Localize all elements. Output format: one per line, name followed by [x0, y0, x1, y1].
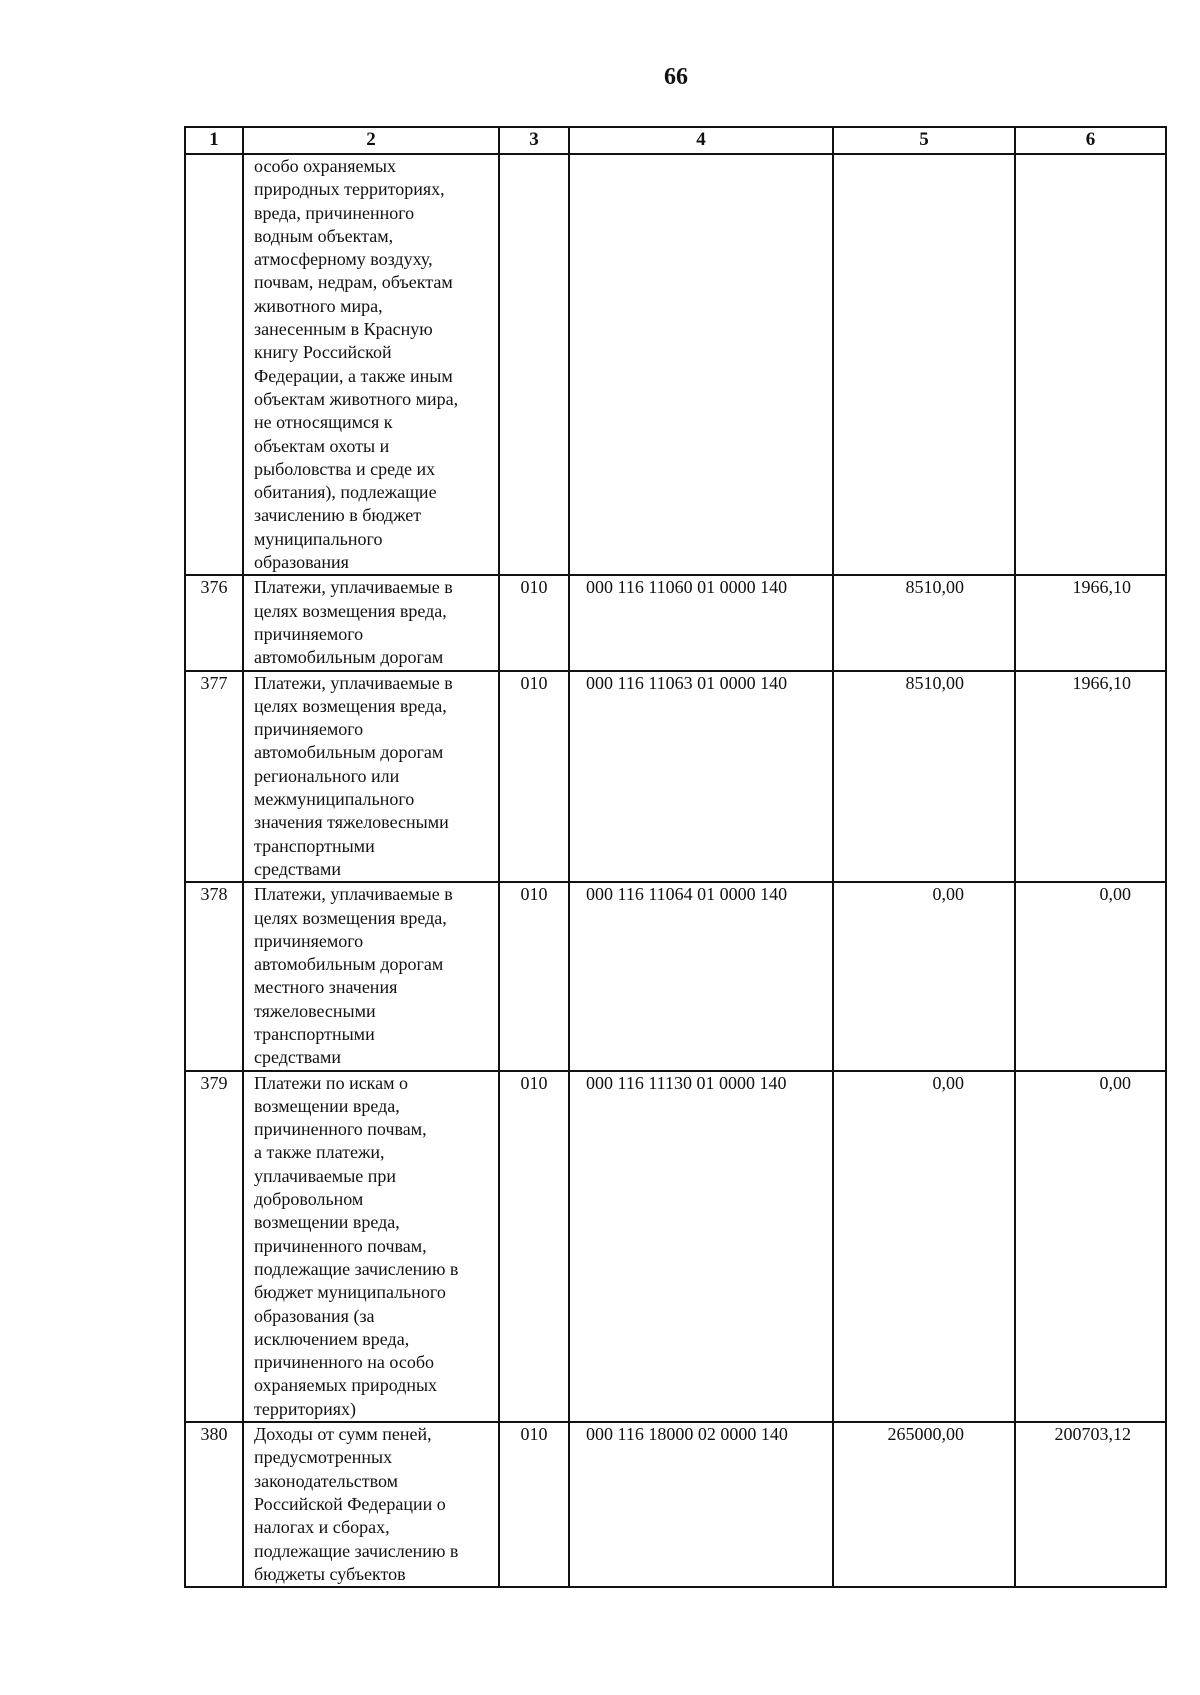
row-value-5: 8510,00 [833, 575, 1015, 670]
column-header-1: 1 [185, 127, 243, 154]
table-row-378 [185, 882, 1166, 1070]
row-kbk [569, 154, 833, 575]
column-header-3: 3 [499, 127, 569, 154]
row-code: 010 [499, 1422, 569, 1587]
table-row-continuation [185, 154, 1166, 575]
row-value-5: 265000,00 [833, 1422, 1015, 1587]
row-code: 010 [499, 575, 569, 670]
header-row [185, 127, 1166, 154]
table-row-380 [185, 1422, 1166, 1587]
row-number: 379 [185, 1071, 243, 1422]
row-number [185, 154, 243, 575]
row-number: 378 [185, 882, 243, 1070]
row-value-6: 1966,10 [1015, 671, 1166, 883]
row-number: 376 [185, 575, 243, 670]
table-row-379 [185, 1071, 1166, 1422]
row-name [243, 1071, 499, 1422]
row-value-6: 0,00 [1015, 882, 1166, 1070]
row-kbk: 000 116 11060 01 0000 140 [569, 575, 833, 670]
row-kbk: 000 116 11064 01 0000 140 [569, 882, 833, 1070]
row-name-text: Платежи, уплачиваемые в целях возмещения вреда, причиняемого автомобильным дорогам регионального или межмуниципального значения тяжеловесными транспортными средствами [254, 672, 453, 879]
column-header-5: 5 [833, 127, 1015, 154]
table-row-377 [185, 671, 1166, 883]
row-name [243, 882, 499, 1070]
row-value-6: 1966,10 [1015, 575, 1166, 670]
row-value-5 [833, 154, 1015, 575]
row-name [243, 671, 499, 883]
row-code: 010 [499, 1071, 569, 1422]
row-kbk: 000 116 18000 02 0000 140 [569, 1422, 833, 1587]
row-name [243, 575, 499, 670]
row-value-5: 0,00 [833, 882, 1015, 1070]
row-kbk: 000 116 11130 01 0000 140 [569, 1071, 833, 1422]
row-name-text: Доходы от сумм пеней, предусмотренных законодательством Российской Федерации о налогах и сборах, подлежащие зачислению в бюджеты субъектов [254, 1424, 459, 1584]
row-number: 377 [185, 671, 243, 883]
row-value-6: 0,00 [1015, 1071, 1166, 1422]
row-value-5: 0,00 [833, 1071, 1015, 1422]
row-code [499, 154, 569, 575]
page-number: 66 [664, 64, 688, 90]
row-name-text: Платежи, уплачиваемые в целях возмещения вреда, причиняемого автомобильным дорогам местного значения тяжеловесными транспортными средствами [254, 884, 453, 1068]
row-value-6 [1015, 154, 1166, 575]
column-header-2: 2 [243, 127, 499, 154]
row-code: 010 [499, 882, 569, 1070]
row-value-6: 200703,12 [1015, 1422, 1166, 1587]
row-name [243, 1422, 499, 1587]
row-name-text: Платежи по искам о возмещении вреда, причиненного почвам, а также платежи, уплачиваемые при добровольном возмещении вреда, причиненного почвам, подлежащие зачислению в бюджет муниципального образования (за исключением вреда, причиненного на особо охраняемых природных территориях) [254, 1072, 459, 1419]
table-row-376 [185, 575, 1166, 670]
row-number: 380 [185, 1422, 243, 1587]
column-header-6: 6 [1015, 127, 1166, 154]
row-kbk: 000 116 11063 01 0000 140 [569, 671, 833, 883]
row-name [243, 154, 499, 575]
row-code: 010 [499, 671, 569, 883]
row-name-text: Платежи, уплачиваемые в целях возмещения вреда, причиняемого автомобильным дорогам [254, 577, 453, 668]
row-value-5: 8510,00 [833, 671, 1015, 883]
row-name-text: особо охраняемых природных территориях, вреда, причиненного водным объектам, атмосферному воздуху, почвам, недрам, объектам животного мира, занесенным в Красную книгу Российской Федерации, а также иным объектам животного мира, не относящимся к объектам охоты и рыболовства и среде их обитания), подлежащие зачислению в бюджет муниципального образования [254, 156, 459, 573]
revenue-table [184, 126, 1167, 1588]
column-header-4: 4 [569, 127, 833, 154]
